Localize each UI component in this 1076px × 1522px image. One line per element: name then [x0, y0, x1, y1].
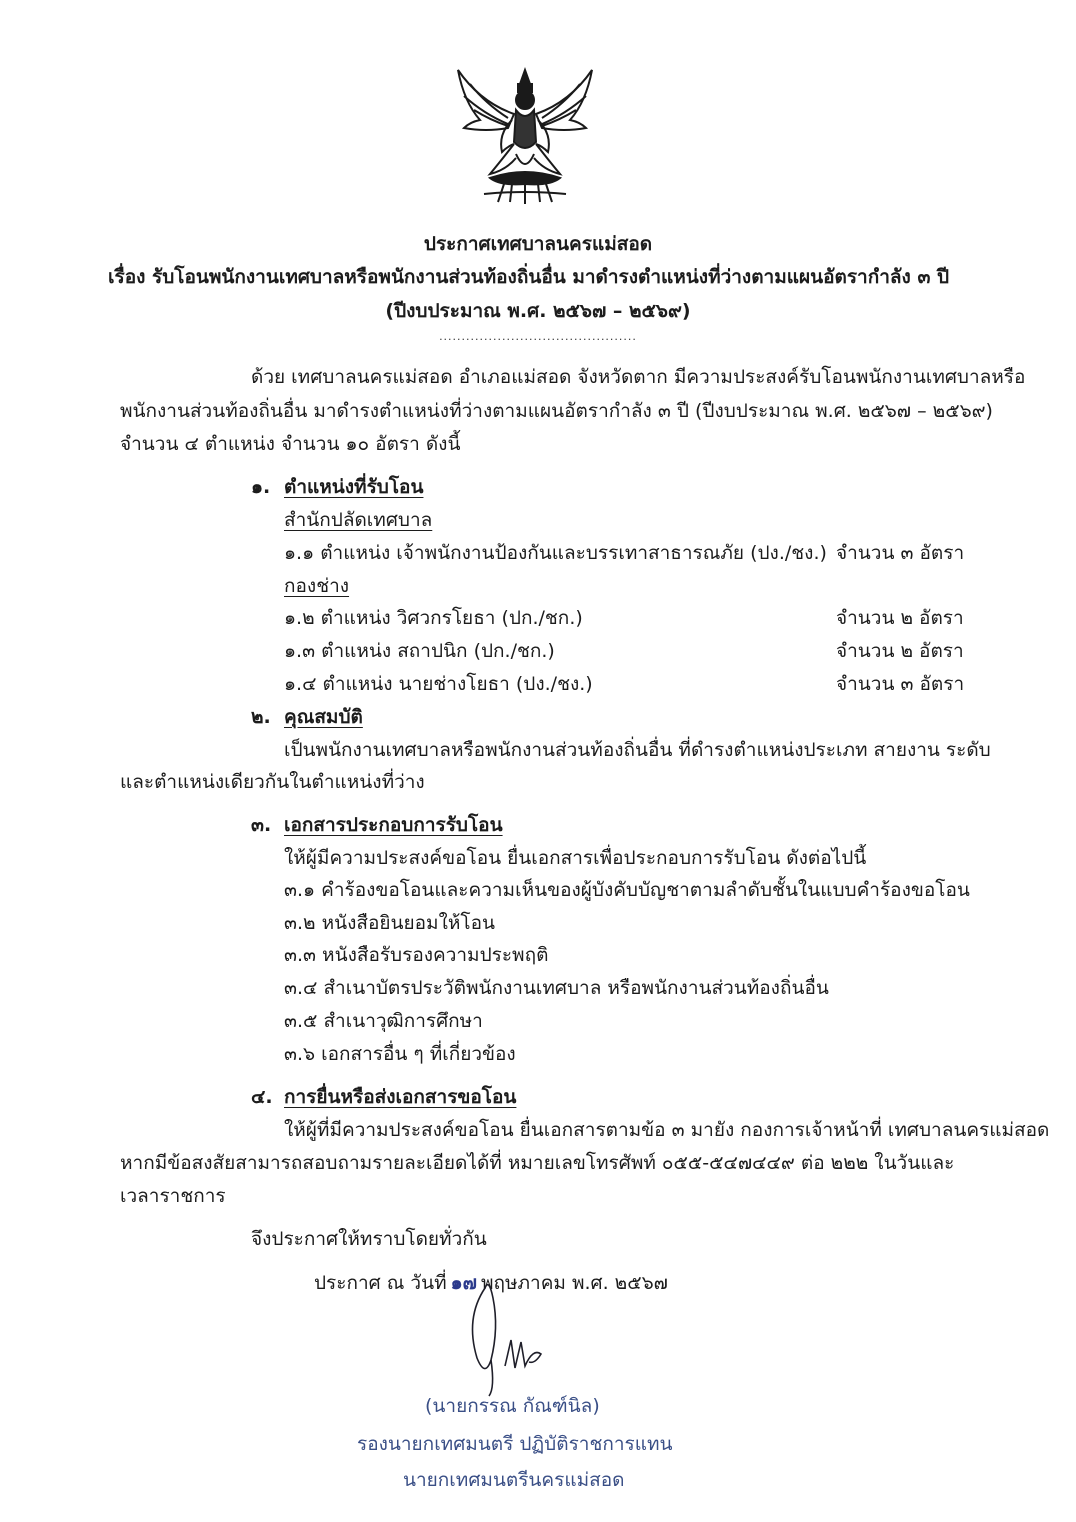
announcement-title: ประกาศเทศบาลนครแม่สอด [423, 233, 653, 255]
date-day: ๑๗ [450, 1272, 477, 1294]
signature-mark [455, 1278, 565, 1398]
submission-line-1: ให้ผู้ที่มีความประสงค์ขอโอน ยื่นเอกสารตามข้อ ๓ มายัง กองการเจ้าหน้าที่ เทศบาลนครแม่สอด [284, 1119, 1050, 1141]
divider-dots: ............................................ [439, 330, 637, 343]
submission-line-3: เวลาราชการ [120, 1185, 226, 1207]
signatory-name: (นายกรรณ กัณฑ์นิล) [425, 1395, 600, 1417]
document-item: ๓.๓ หนังสือรับรองความประพฤติ [284, 944, 549, 966]
section-3-number: ๓. [251, 814, 272, 836]
date-prefix: ประกาศ ณ วันที่ [314, 1272, 447, 1294]
garuda-emblem-icon [450, 62, 600, 212]
document-item: ๓.๕ สำเนาวุฒิการศึกษา [284, 1010, 483, 1032]
section-4-heading: การยื่นหรือส่งเอกสารขอโอน [284, 1086, 517, 1108]
fiscal-year: (ปีงบประมาณ พ.ศ. ๒๕๖๗ – ๒๕๖๙) [385, 300, 691, 322]
division-name: สำนักปลัดเทศบาล [284, 509, 433, 531]
signatory-title: นายกเทศมนตรีนครแม่สอด [403, 1469, 625, 1491]
section-2-number: ๒. [251, 706, 271, 728]
submission-line-2: หากมีข้อสงสัยสามารถสอบถามรายละเอียดได้ที่ หมายเลขโทรศัพท์ ๐๕๕-๕๔๗๔๔๙ ต่อ ๒๒๒ ในวันและ [120, 1152, 955, 1174]
documents-intro: ให้ผู้มีความประสงค์ขอโอน ยื่นเอกสารเพื่อประกอบการรับโอน ดังต่อไปนี้ [284, 847, 867, 869]
announcement-subject: เรื่อง รับโอนพนักงานเทศบาลหรือพนักงานส่วนท้องถิ่นอื่น มาดำรงตำแหน่งที่ว่างตามแผนอัตรากำลัง ๓ ปี [108, 266, 950, 288]
document-item: ๓.๑ คำร้องขอโอนและความเห็นของผู้บังคับบัญชาตามลำดับชั้นในแบบคำร้องขอโอน [284, 879, 970, 901]
qualification-line-1: เป็นพนักงานเทศบาลหรือพนักงานส่วนท้องถิ่นอื่น ที่ดำรงตำแหน่งประเภท สายงาน ระดับ [284, 739, 991, 761]
position-label: ๑.๒ ตำแหน่ง วิศวกรโยธา (ปก./ชก.) [284, 607, 583, 629]
position-rate: จำนวน ๓ อัตรา [836, 542, 965, 564]
position-label: ๑.๓ ตำแหน่ง สถาปนิก (ปก./ชก.) [284, 640, 555, 662]
position-rate: จำนวน ๓ อัตรา [836, 673, 965, 695]
section-3-heading: เอกสารประกอบการรับโอน [284, 814, 503, 836]
document-item: ๓.๒ หนังสือยินยอมให้โอน [284, 912, 495, 934]
document-item: ๓.๖ เอกสารอื่น ๆ ที่เกี่ยวข้อง [284, 1043, 516, 1065]
qualification-line-2: และตำแหน่งเดียวกันในตำแหน่งที่ว่าง [120, 771, 425, 793]
intro-line-1: ด้วย เทศบาลนครแม่สอด อำเภอแม่สอด จังหวัดตาก มีความประสงค์รับโอนพนักงานเทศบาลหรือ [251, 366, 1026, 388]
date-suffix: พฤษภาคม พ.ศ. ๒๕๖๗ [480, 1272, 668, 1294]
division-name: กองช่าง [284, 575, 350, 597]
intro-line-3: จำนวน ๔ ตำแหน่ง จำนวน ๑๐ อัตรา ดังนี้ [120, 433, 461, 455]
position-label: ๑.๔ ตำแหน่ง นายช่างโยธา (ปง./ชง.) [284, 673, 593, 695]
announce-statement: จึงประกาศให้ทราบโดยทั่วกัน [251, 1228, 487, 1250]
section-2-heading: คุณสมบัติ [284, 706, 363, 728]
section-1-number: ๑. [251, 476, 271, 498]
signatory-title: รองนายกเทศมนตรี ปฏิบัติราชการแทน [357, 1433, 673, 1455]
position-rate: จำนวน ๒ อัตรา [836, 640, 964, 662]
section-4-number: ๔. [251, 1086, 273, 1108]
position-rate: จำนวน ๒ อัตรา [836, 607, 964, 629]
intro-line-2: พนักงานส่วนท้องถิ่นอื่น มาดำรงตำแหน่งที่ว่างตามแผนอัตรากำลัง ๓ ปี (ปีงบประมาณ พ.ศ. ๒๕๖๗ – ๒๕๖๙) [120, 400, 993, 422]
document-item: ๓.๔ สำเนาบัตรประวัติพนักงานเทศบาล หรือพนักงานส่วนท้องถิ่นอื่น [284, 977, 829, 999]
section-1-heading: ตำแหน่งที่รับโอน [284, 476, 424, 498]
position-label: ๑.๑ ตำแหน่ง เจ้าพนักงานป้องกันและบรรเทาสาธารณภัย (ปง./ชง.) [284, 542, 827, 564]
